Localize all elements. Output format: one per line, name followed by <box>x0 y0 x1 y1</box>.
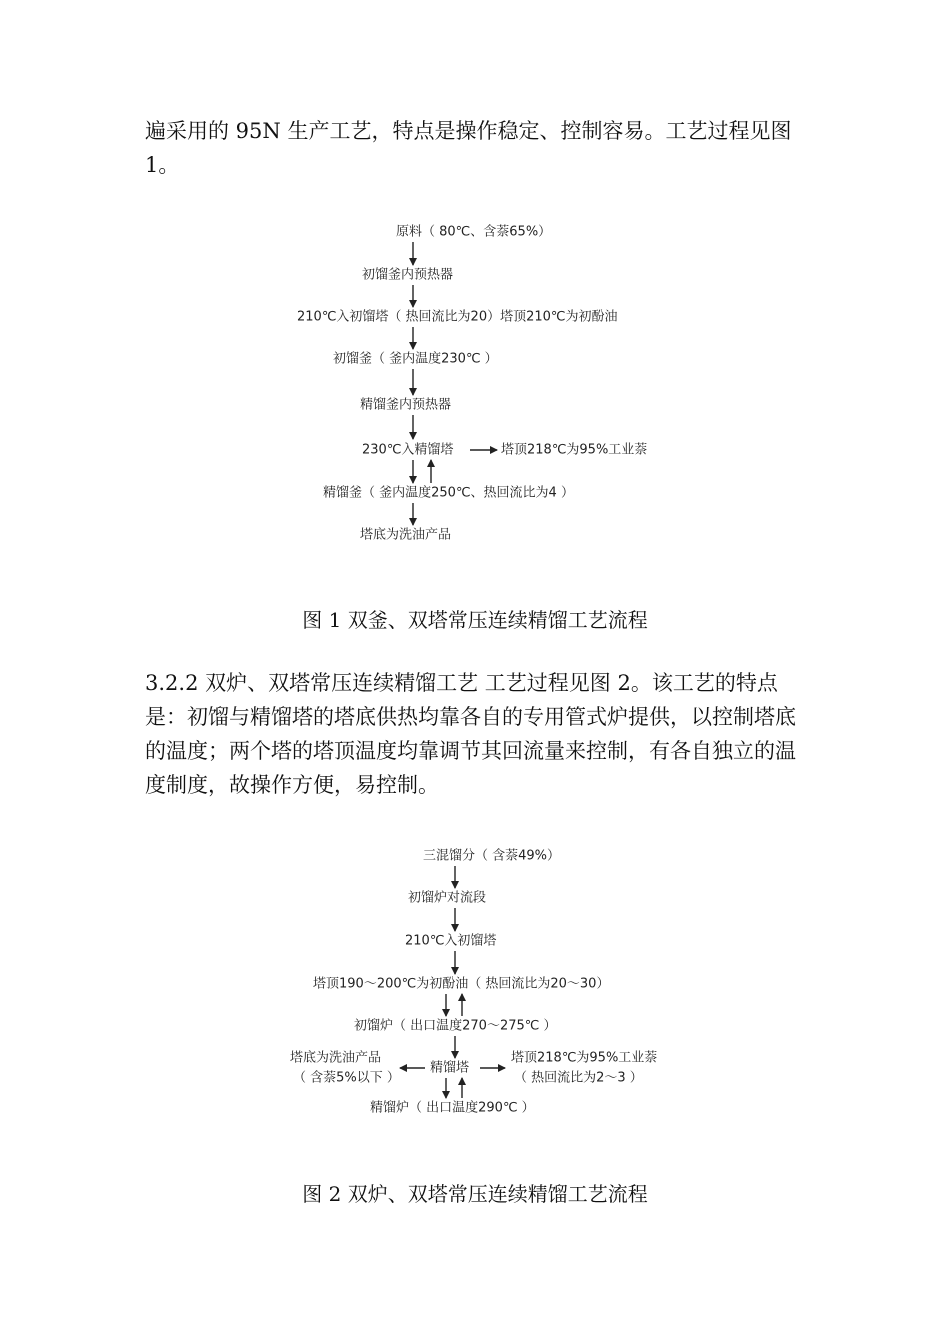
fig1-step-primary-tower: 210℃入初馏塔（ 热回流比为20）塔顶210℃为初酚油 <box>297 309 618 325</box>
fig2-step-rectifying-tower: 精馏塔 <box>430 1060 470 1076</box>
fig2-step-top-product: 塔顶218℃为95%工业萘 <box>511 1050 658 1066</box>
fig2-step-primary-tower: 210℃入初馏塔 <box>405 933 497 949</box>
fig2-step-bottom-product: 塔底为洗油产品 <box>290 1050 382 1066</box>
fig2-step-bottom-note: （ 含萘5%以下 ） <box>293 1070 400 1086</box>
figure-1-caption: 图 1 双釜、双塔常压连续精馏工艺流程 <box>302 608 648 632</box>
fig1-step-rectifying-kettle: 精馏釜（ 釜内温度250℃、热回流比为4 ） <box>323 485 574 501</box>
fig2-step-feed: 三混馏分（ 含萘49%） <box>423 848 561 864</box>
fig1-step-preheater-2: 精馏釜内预热器 <box>360 397 452 413</box>
fig1-step-feed: 原料（ 80℃、含萘65%） <box>396 224 552 240</box>
intro-paragraph: 遍采用的 95N 生产工艺，特点是操作稳定、控制容易。工艺过程见图 1。 <box>145 119 792 177</box>
fig1-step-rectifying-tower: 230℃入精馏塔 <box>362 442 454 458</box>
fig2-step-tower-top-phenol: 塔顶190～200℃为初酚油（ 热回流比为20～30） <box>313 976 610 992</box>
section-3-2-2-paragraph: 3.2.2 双炉、双塔常压连续精馏工艺 工艺过程见图 2。该工艺的特点是：初馏与精馏塔的塔底供热均靠各自的专用管式炉提供，以控制塔底的温度；两个塔的塔顶温度均靠调节其回流量来控制，有各自独立的温度制度，故操作方便，易控制。 <box>145 671 796 797</box>
figure-2-caption: 图 2 双炉、双塔常压连续精馏工艺流程 <box>302 1182 648 1206</box>
fig1-step-primary-kettle: 初馏釜（ 釜内温度230℃ ） <box>333 351 498 367</box>
fig1-step-tower-top-product: 塔顶218℃为95%工业萘 <box>501 442 648 458</box>
fig2-step-convection: 初馏炉对流段 <box>408 890 487 906</box>
fig1-step-preheater-1: 初馏釜内预热器 <box>362 267 454 283</box>
figure-1-flowchart <box>0 215 950 550</box>
fig2-step-top-note: （ 热回流比为2～3 ） <box>514 1070 643 1086</box>
fig2-step-primary-furnace: 初馏炉（ 出口温度270～275℃ ） <box>354 1018 557 1034</box>
fig2-step-rectifying-furnace: 精馏炉（ 出口温度290℃ ） <box>370 1100 535 1116</box>
figure-2-flowchart <box>0 840 950 1125</box>
fig1-step-bottom-product: 塔底为洗油产品 <box>360 527 452 543</box>
